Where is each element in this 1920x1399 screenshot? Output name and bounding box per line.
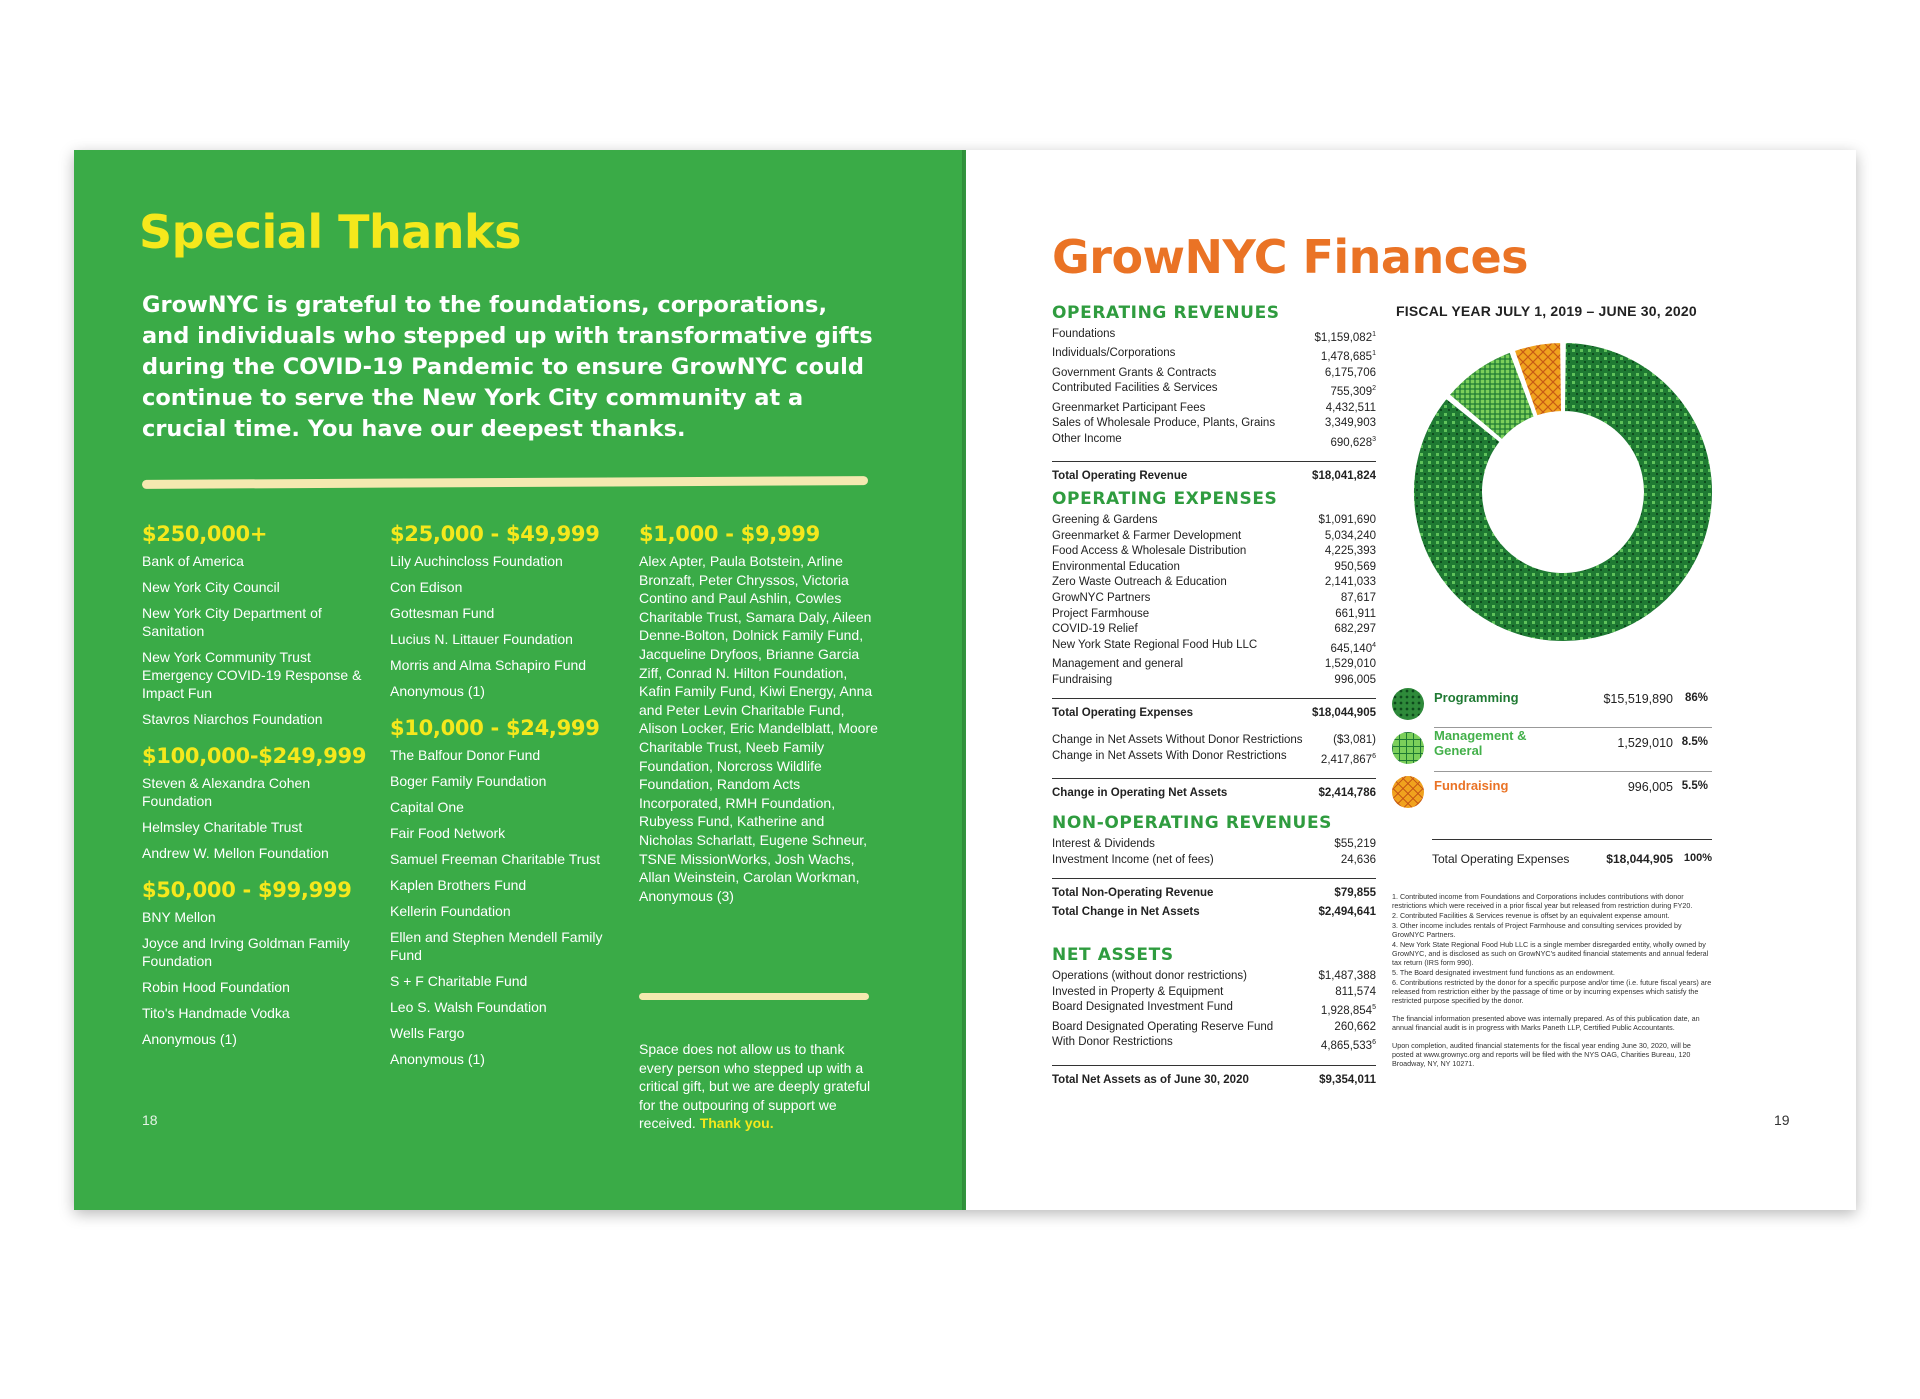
finance-row <box>1052 733 1376 749</box>
legend-item <box>1392 684 1712 728</box>
donor-name: The Balfour Donor Fund <box>390 747 541 763</box>
finance-row <box>1052 638 1376 657</box>
row-value: $55,219 <box>1334 838 1376 850</box>
legend-value: $15,519,890 <box>1603 692 1673 706</box>
page-number: 19 <box>1774 1112 1790 1128</box>
page-special-thanks <box>74 150 966 1210</box>
row-value: $1,091,690 <box>1318 514 1376 526</box>
finance-row <box>1052 327 1376 346</box>
fiscal-year-heading: FISCAL YEAR JULY 1, 2019 – JUNE 30, 2020 <box>1396 303 1697 319</box>
row-label: New York State Regional Food Hub LLC <box>1052 638 1258 651</box>
thank-you-text: Thank you. <box>699 1115 774 1131</box>
tier-heading: $250,000+ <box>142 522 268 546</box>
footnote: 4. New York State Regional Food Hub LLC is a single member disregarded entity, wholly owned by GrowNYC, and is disclosed as such on GrowNYC's audited financial statements and annual federal tax return (IRS form 990). <box>1392 940 1709 967</box>
donor-name: Wells Fargo <box>390 1025 465 1041</box>
donor-name: Capital One <box>390 799 464 815</box>
finance-row <box>1052 1020 1376 1036</box>
row-label: Operations (without donor restrictions) <box>1052 970 1247 982</box>
total-row <box>1052 461 1376 482</box>
non-operating-rows <box>1052 837 1376 868</box>
finance-row <box>1052 591 1376 607</box>
page-title: Special Thanks <box>139 205 522 259</box>
section-heading: OPERATING EXPENSES <box>1052 489 1278 509</box>
finance-row <box>1052 575 1376 591</box>
legend-swatch-icon <box>1392 732 1424 764</box>
donor-name: Fair Food Network <box>390 825 506 841</box>
footnote-ref: 3 <box>1372 436 1376 444</box>
finance-row <box>1052 837 1376 853</box>
row-value: 645,140$^4$ <box>1330 641 1376 655</box>
donor-name: Stavros Niarchos Foundation <box>142 711 323 727</box>
page-number: 18 <box>142 1112 158 1128</box>
total-label: Total Operating Revenue <box>1052 470 1188 483</box>
row-label: Board Designated Operating Reserve Fund <box>1052 1020 1274 1033</box>
legend-total-value: $18,044,905 <box>1606 852 1673 866</box>
finance-row <box>1052 969 1376 985</box>
footnote-ref: 6 <box>1372 1039 1376 1047</box>
tier-heading: $1,000 - $9,999 <box>639 522 820 546</box>
divider-rule-short <box>639 993 869 1000</box>
intro-paragraph: GrowNYC is grateful to the foundations, corporations, and individuals who stepped up with transformative gifts during the COVID-19 Pandemic to ensure GrowNYC could continue to serve the New York City community at a crucial time. You have our deepest thanks. <box>142 292 873 442</box>
divider-rule <box>142 476 868 489</box>
donor-name: Steven & Alexandra Cohen Foundation <box>142 775 311 809</box>
footnotes <box>1392 892 1712 1069</box>
row-label: COVID-19 Relief <box>1052 623 1138 636</box>
row-value: 87,617 <box>1340 591 1376 604</box>
donor-tier <box>142 878 382 1048</box>
total-label: Total Operating Expenses <box>1052 707 1194 720</box>
footnote: 6. Contributions restricted by the donor for a specific purpose and/or time (i.e. future fiscal years) are released from restriction either by the passage of time or by incurring expenses which satisfy the restricted purpose specified by the donor. <box>1392 978 1712 1005</box>
row-label: With Donor Restrictions <box>1052 1036 1173 1049</box>
donor-name: Robin Hood Foundation <box>142 979 290 995</box>
donor-name: Ellen and Stephen Mendell Family Fund <box>390 929 603 963</box>
row-label: Zero Waste Outreach & Education <box>1052 576 1227 589</box>
donor-tier <box>390 716 630 1068</box>
tier-heading: $25,000 - $49,999 <box>390 522 600 546</box>
row-value: 4,865,533$^6$ <box>1320 1039 1376 1053</box>
legend-total-pct: 100% <box>1683 852 1712 864</box>
row-value: 682,297 <box>1334 623 1376 636</box>
donor-name: New York City Department of Sanitation <box>142 605 322 639</box>
donor-name: Gottesman Fund <box>390 605 495 621</box>
row-label: Project Farmhouse <box>1052 607 1150 620</box>
footnote-ref: 6 <box>1372 752 1376 760</box>
row-value: 996,005 <box>1334 673 1376 686</box>
row-value: 4,225,393 <box>1324 545 1376 558</box>
finance-row <box>1052 432 1376 451</box>
finance-row <box>1052 607 1376 623</box>
legend-pct: 8.5% <box>1681 736 1708 748</box>
closing-note <box>639 1040 879 1133</box>
footnote-ref: 1 <box>1372 350 1376 358</box>
finance-row <box>1052 657 1376 673</box>
row-label: Sales of Wholesale Produce, Plants, Grains <box>1052 417 1276 430</box>
legend-value: 996,005 <box>1627 780 1673 794</box>
chart-legend <box>1392 684 1712 816</box>
donor-name: Samuel Freeman Charitable Trust <box>390 851 601 867</box>
row-label: Individuals/Corporations <box>1052 347 1176 360</box>
row-value: 811,574 <box>1335 985 1376 998</box>
row-label: Foundations <box>1052 328 1116 340</box>
net-assets-section <box>1052 945 1376 1086</box>
row-value: $1,487,388 <box>1318 970 1376 982</box>
footnote-paragraph: The financial information presented above was internally prepared. As of this publication date, an annual financial audit is in progress with Marks Paneth LLP, Certified Public Accountants. <box>1392 1014 1700 1032</box>
total-label: Total Net Assets as of June 30, 2020 <box>1052 1073 1249 1086</box>
legend-swatch-icon <box>1392 688 1424 720</box>
row-value: 260,662 <box>1334 1020 1376 1033</box>
total-value: $2,494,641 <box>1318 906 1376 919</box>
donor-name: BNY Mellon <box>142 909 216 925</box>
row-label: Government Grants & Contracts <box>1052 366 1217 379</box>
change-rows <box>1052 733 1376 768</box>
closing-text: Space does not allow us to thank every person who stepped up with a critical gift, but we are deeply grateful for the outpouring of support we received. <box>639 1041 871 1131</box>
total-value: $2,414,786 <box>1318 787 1376 800</box>
donor-name: Joyce and Irving Goldman Family Foundation <box>142 935 350 969</box>
finance-row <box>1052 529 1376 545</box>
net-asset-rows <box>1052 969 1376 1055</box>
donor-name: Kellerin Foundation <box>390 903 511 919</box>
donor-tier <box>390 522 630 700</box>
row-value: 950,569 <box>1334 560 1376 573</box>
legend-label: Fundraising <box>1434 778 1509 793</box>
finance-row <box>1052 1000 1376 1019</box>
row-label: Management and general <box>1052 658 1184 671</box>
finance-row <box>1052 622 1376 638</box>
tier-heading: $10,000 - $24,999 <box>390 716 600 740</box>
row-value: $1,159,082$^1$ <box>1314 331 1376 344</box>
row-value: 5,034,240 <box>1324 529 1376 542</box>
finance-row <box>1052 401 1376 417</box>
donor-name: New York Community Trust Emergency COVID-19 Response & Impact Fun <box>142 649 362 701</box>
row-label: Change in Net Assets With Donor Restrictions <box>1052 749 1287 762</box>
finance-row <box>1052 513 1376 529</box>
row-value: 1,478,685$^1$ <box>1320 350 1376 364</box>
donor-name: Anonymous (1) <box>390 683 485 699</box>
donor-name: Andrew W. Mellon Foundation <box>142 845 329 861</box>
operating-expenses-section <box>1052 489 1376 799</box>
footnote-ref: 1 <box>1372 331 1376 338</box>
row-value: 1,928,854$^5$ <box>1320 1004 1376 1018</box>
section-heading: NET ASSETS <box>1052 945 1174 965</box>
legend-total-row <box>1432 839 1712 866</box>
total-value: $18,041,824 <box>1312 470 1376 483</box>
non-operating-revenues-section <box>1052 813 1376 918</box>
legend-item <box>1392 728 1712 772</box>
total-value: $18,044,905 <box>1312 707 1376 720</box>
donor-name: Kaplen Brothers Fund <box>390 877 527 893</box>
row-value: 3,349,903 <box>1324 417 1376 430</box>
legend-total-label: Total Operating Expenses <box>1432 852 1570 866</box>
total-label: Total Change in Net Assets <box>1052 906 1200 919</box>
donor-name: Lily Auchincloss Foundation <box>390 553 563 569</box>
donor-name: Leo S. Walsh Foundation <box>390 999 547 1015</box>
footnote: 5. The Board designated investment fund functions as an endowment. <box>1392 968 1615 977</box>
legend-item <box>1392 772 1712 816</box>
donor-name: Anonymous (1) <box>142 1031 237 1047</box>
row-label: Contributed Facilities & Services <box>1052 382 1218 395</box>
revenue-rows <box>1052 327 1376 451</box>
total-value: $9,354,011 <box>1319 1073 1376 1086</box>
row-value: 2,141,033 <box>1324 576 1376 589</box>
donor-name: Helmsley Charitable Trust <box>142 819 303 835</box>
row-label: Greening & Gardens <box>1052 514 1158 526</box>
operating-revenues-section <box>1052 303 1376 482</box>
row-value: ($3,081) <box>1333 734 1376 747</box>
total-label: Change in Operating Net Assets <box>1052 787 1228 800</box>
row-label: GrowNYC Partners <box>1052 591 1151 604</box>
footnote-ref: 4 <box>1372 641 1376 649</box>
total-row <box>1052 698 1376 719</box>
row-label: Change in Net Assets Without Donor Restrictions <box>1052 734 1303 747</box>
row-label: Interest & Dividends <box>1052 838 1155 850</box>
expenses-donut-chart <box>1403 332 1723 652</box>
finance-row <box>1052 1035 1376 1054</box>
row-label: Investment Income (net of fees) <box>1052 853 1214 866</box>
total-value: $79,855 <box>1334 887 1376 900</box>
footnote-ref: 2 <box>1372 385 1376 393</box>
row-label: Environmental Education <box>1052 560 1180 573</box>
row-label: Other Income <box>1052 433 1122 446</box>
row-value: 4,432,511 <box>1325 401 1376 414</box>
donor-list-text: Alex Apter, Paula Botstein, Arline Bronzaft, Peter Chryssos, Victoria Contino and Paul Ashlin, Cowles Charitable Trust, Samara Daly, Aileen Denne-Bolton, Dolnick Family Fund, Jacqueline Dryfoos, Brianne Garcia Ziff, Conrad N. Hilton Foundation, Kafin Family Fund, Kiwi Energy, Anna and Peter Levin Charitable Fund, Alison Locker, Eric Mandelblatt, Moore Charitable Trust, Neeb Family Foundation, Norcross Wildlife Foundation, Random Acts Incorporated, RMH Foundation, Rubyess Fund, Katherine and Nicholas Scharlatt, Eugene Schneur, TSNE MissionWorks, Josh Wachs, Allan Weinstein, Carolan Workman, Anonymous (3) <box>639 553 878 904</box>
donor-name: S + F Charitable Fund <box>390 973 528 989</box>
legend-label: Programming <box>1434 690 1519 705</box>
total-row <box>1052 1065 1376 1086</box>
legend-pct: 86% <box>1684 692 1708 704</box>
footnote: 2. Contributed Facilities & Services revenue is offset by an equivalent expense amount. <box>1392 911 1670 920</box>
footnote: 3. Other income includes rentals of Project Farmhouse and consulting services provided by GrowNYC Partners. <box>1392 921 1682 939</box>
row-value: 6,175,706 <box>1324 366 1376 379</box>
legend-swatch-icon <box>1392 776 1424 808</box>
donor-tier <box>142 744 382 862</box>
row-value: 690,628$^3$ <box>1330 436 1376 449</box>
section-heading: OPERATING REVENUES <box>1052 303 1280 323</box>
finance-row <box>1052 381 1376 400</box>
row-label: Invested in Property & Equipment <box>1052 985 1224 998</box>
legend-pct: 5.5% <box>1681 780 1708 792</box>
row-label: Food Access & Wholesale Distribution <box>1052 545 1247 558</box>
legend-value: 1,529,010 <box>1617 736 1673 750</box>
finance-row <box>1052 749 1376 768</box>
row-value: 24,636 <box>1340 853 1376 866</box>
donor-column-2 <box>390 522 630 1082</box>
row-value: 2,417,867$^6$ <box>1320 752 1376 766</box>
donor-name: Tito's Handmade Vodka <box>142 1005 290 1021</box>
donor-name: Morris and Alma Schapiro Fund <box>390 657 587 673</box>
tier-heading: $50,000 - $99,999 <box>142 878 352 902</box>
row-value: 755,309$^2$ <box>1330 385 1376 399</box>
footnote-list <box>1392 892 1712 1005</box>
finance-row <box>1052 416 1376 432</box>
footnote: 1. Contributed income from Foundations and Corporations includes contributions with donor restrictions which were received in a prior fiscal year but released from restriction during FY20. <box>1392 892 1693 910</box>
donor-name: Boger Family Foundation <box>390 773 547 789</box>
donor-column-3 <box>639 522 879 905</box>
donor-name: New York City Council <box>142 579 280 595</box>
row-value: 1,529,010 <box>1324 658 1376 671</box>
donor-name: Con Edison <box>390 579 463 595</box>
donor-tier <box>142 522 382 728</box>
donor-name: Bank of America <box>142 553 244 569</box>
tier-heading: $100,000-$249,999 <box>142 744 367 768</box>
footnote-paragraph: Upon completion, audited financial statements for the fiscal year ending June 30, 2020, will be posted at www.grownyc.org and reports will be filed with the NYS OAG, Charities Bureau, 120 Broadway, NY, NY 10271. <box>1392 1041 1691 1068</box>
donor-column-1 <box>142 522 382 1062</box>
finance-row <box>1052 853 1376 869</box>
page-finances <box>966 150 1856 1210</box>
donor-name: Lucius N. Littauer Foundation <box>390 631 573 647</box>
finance-row <box>1052 346 1376 365</box>
footnote-ref: 5 <box>1372 1004 1376 1012</box>
donor-name: Anonymous (1) <box>390 1051 485 1067</box>
legend-label: Management & General <box>1434 728 1527 758</box>
change-total-row <box>1052 778 1376 799</box>
finance-row <box>1052 985 1376 1001</box>
finance-row <box>1052 673 1376 689</box>
finance-row <box>1052 544 1376 560</box>
finance-row <box>1052 560 1376 576</box>
row-label: Board Designated Investment Fund <box>1052 1001 1233 1014</box>
page-title: GrowNYC Finances <box>1052 230 1529 284</box>
section-heading: NON-OPERATING REVENUES <box>1052 813 1332 833</box>
total-change-row <box>1052 902 1376 918</box>
total-label: Total Non-Operating Revenue <box>1052 887 1214 900</box>
row-label: Greenmarket & Farmer Development <box>1052 529 1242 542</box>
row-label: Greenmarket Participant Fees <box>1052 401 1206 414</box>
row-value: 661,911 <box>1335 607 1376 620</box>
row-label: Fundraising <box>1052 673 1113 686</box>
finance-row <box>1052 366 1376 382</box>
total-row <box>1052 878 1376 899</box>
expense-rows <box>1052 513 1376 688</box>
